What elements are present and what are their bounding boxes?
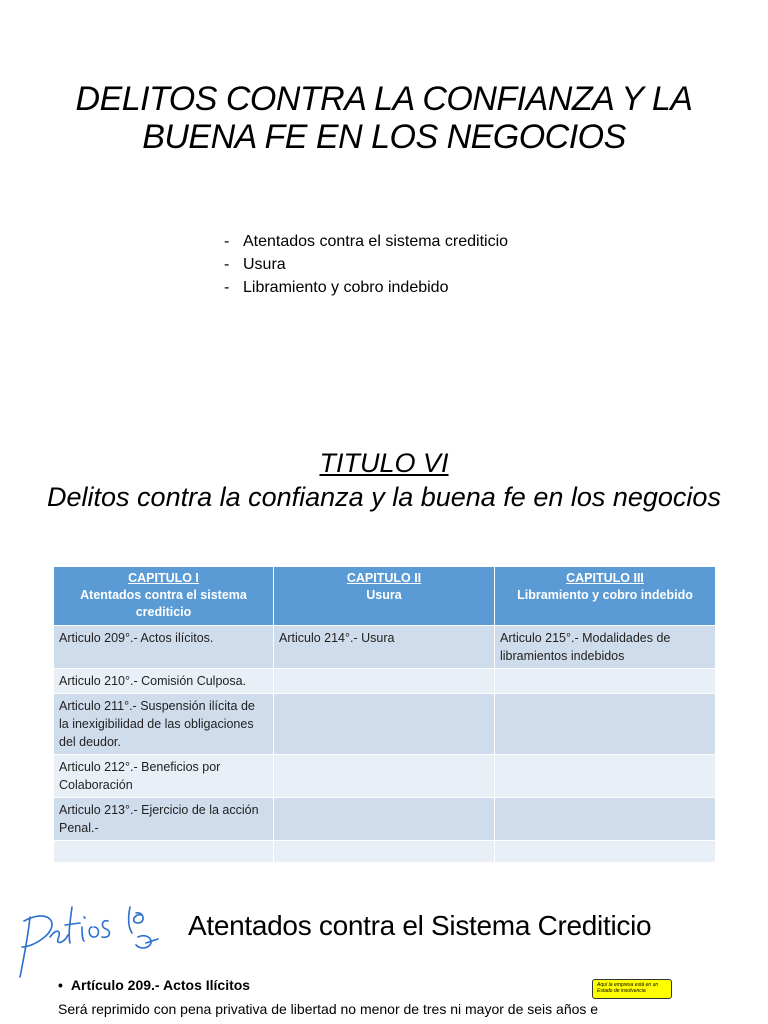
table-cell <box>495 694 716 755</box>
article-body: Será reprimido con pena privativa de libertad no menor de tres ni mayor de seis años e <box>58 1001 599 1017</box>
table-cell <box>274 669 495 694</box>
dash-marker: - <box>224 256 230 273</box>
slide-title <box>0 0 768 410</box>
table-cell <box>495 841 716 863</box>
chapter-number: CAPITULO II <box>346 571 422 585</box>
titulo-subheading: Delitos contra la confianza y la buena fe en los negocios <box>47 482 721 512</box>
chapter-name: Usura <box>366 588 402 602</box>
table-cell: Articulo 211°.- Suspensión ilícita de la inexigibilidad de las obligaciones del deudor. <box>54 694 274 755</box>
topic-item <box>224 253 508 276</box>
topic-item <box>224 230 508 253</box>
column-header <box>54 567 274 626</box>
table-cell: Articulo 209°.- Actos ilícitos. <box>54 626 274 669</box>
table-cell <box>54 841 274 863</box>
section-title: Atentados contra el Sistema Crediticio <box>188 910 652 941</box>
table-row <box>54 841 716 863</box>
main-title: DELITOS CONTRA LA CONFIANZA Y LA BUENA FE EN LOS NEGOCIOS <box>75 80 693 156</box>
column-header <box>274 567 495 626</box>
titulo-heading-block <box>0 446 768 514</box>
slide-sistema-crediticio <box>0 865 768 1024</box>
table-cell <box>495 798 716 841</box>
topic-text: Usura <box>243 256 286 273</box>
chapter-number: CAPITULO I <box>128 571 199 585</box>
article-heading: Artículo 209.- Actos Ilícitos <box>70 977 251 993</box>
chapter-number: CAPITULO III <box>566 571 644 585</box>
table-row <box>54 626 716 669</box>
titulo-heading: TITULO VI <box>319 448 449 478</box>
chapters-table <box>53 566 716 863</box>
table-header-row <box>54 567 716 626</box>
table-cell <box>274 798 495 841</box>
table-cell <box>274 694 495 755</box>
table-row <box>54 694 716 755</box>
dash-marker: - <box>224 233 230 250</box>
topic-text: Atentados contra el sistema crediticio <box>243 233 509 250</box>
table-cell: Articulo 214°.- Usura <box>274 626 495 669</box>
table-row <box>54 798 716 841</box>
table-cell <box>495 755 716 798</box>
column-header <box>495 567 716 626</box>
table-cell <box>274 841 495 863</box>
table-row <box>54 755 716 798</box>
slide-titulo-vi <box>0 410 768 865</box>
dash-marker: - <box>224 279 230 296</box>
table-cell: Articulo 212°.- Beneficios por Colaboración <box>54 755 274 798</box>
chapter-name: Libramiento y cobro indebido <box>517 588 693 602</box>
article-bullet <box>58 977 250 993</box>
table-cell <box>495 669 716 694</box>
table-cell <box>274 755 495 798</box>
chapter-name: Atentados contra el sistema crediticio <box>80 588 247 619</box>
topic-text: Libramiento y cobro indebido <box>243 279 449 296</box>
bullet-dot-icon: • <box>58 977 63 993</box>
table-cell: Articulo 215°.- Modalidades de libramientos indebidos <box>495 626 716 669</box>
handwritten-annotation <box>10 877 180 987</box>
topic-item <box>224 276 508 299</box>
table-cell: Articulo 213°.- Ejercicio de la acción Penal.- <box>54 798 274 841</box>
table-cell: Articulo 210°.- Comisión Culposa. <box>54 669 274 694</box>
topic-list <box>224 230 508 299</box>
table-row <box>54 669 716 694</box>
sticky-note: Aquí la empresa está en un Estado de insolvencia <box>592 979 672 999</box>
